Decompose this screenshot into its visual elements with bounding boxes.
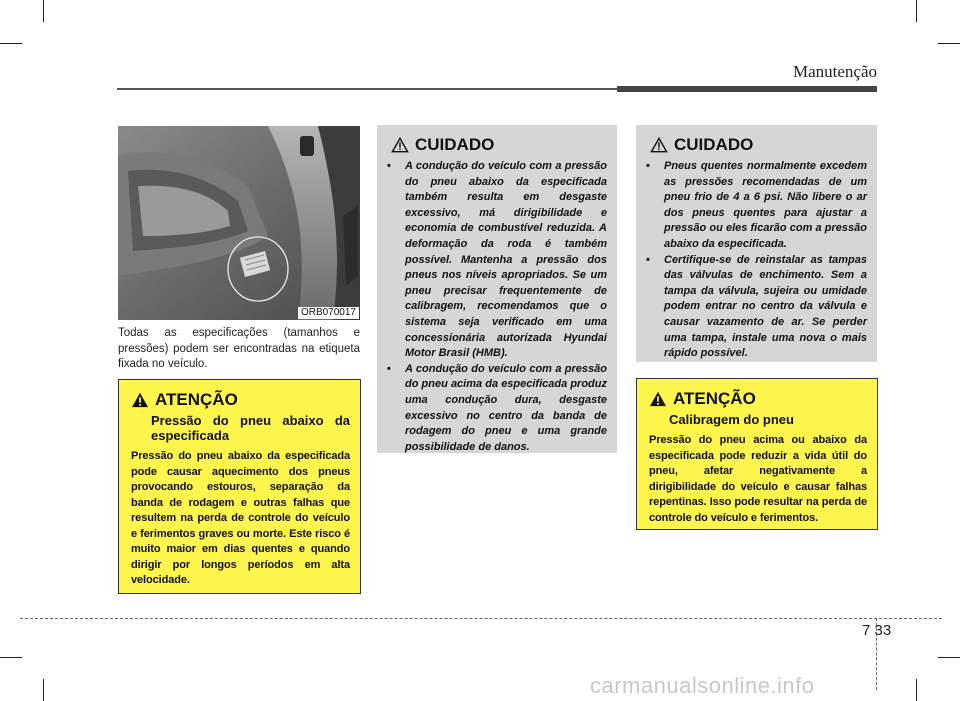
caution-heading [379,135,607,155]
caution-item: • Certifique-se de reinstalar as tampas das válvulas de enchimento. Sem a tampa da válvula, sujeira ou umidade podem entrar no centro da válvula e causar vazamento de ar. Se perder uma tampa, instale uma nova o mais rápido possível. [646,253,867,360]
caution-item: • A condução do veículo com a pressão do pneu abaixo da especificada também resulta em desgaste excessivo, má dirigibilidade e economia de combustível reduzida. A deformação da roda é também possível. Mantenha a pressão dos pneus nos níveis apropriados. Se um pneu precisar frequentemente de calibragem, recomendamos que o sistema seja verificado em uma concessionária autorizada Hyundai Motor Brasil (HMB). [387,160,607,360]
body-paragraph: Todas as especificações (tamanhos e pressões) podem ser encontradas na etiqueta fixada no veículo. [118,327,360,370]
warning-title: ATENÇÃO [673,389,756,408]
caution-triangle-icon [391,137,409,153]
caution-heading [638,135,867,155]
crop-mark [938,657,960,658]
caution-title: CUIDADO [415,135,495,154]
crop-mark [43,679,44,701]
caution-item-text: A condução do veículo com a pressão do pneu acima da especificada produz uma condução dura, desgaste excessivo no centro da banda de rodagem do pneu e uma grande possibilidade de danos. [405,362,607,453]
caution-item: • A condução do veículo com a pressão do pneu acima da especificada produz uma condução dura, desgaste excessivo no centro da banda de rodagem do pneu e uma grande possibilidade de danos. [387,362,607,453]
warning-triangle-icon [649,391,667,407]
warning-subtitle: Pressão do pneu abaixo da especificada [151,413,350,443]
caution-item-text: Pneus quentes normalmente excedem as pressões recomendadas de um pneu frio de 4 a 6 psi. Não libere o ar dos pneus quentes para ajustar a pressão ou eles ficarão com a pressão abaixo da especificada. [664,160,867,250]
warning-text: Pressão do pneu acima ou abaixo da especificada pode reduzir a vida útil do pneu, afetar negativamente a dirigibilidade do veículo e causar falhas repentinas. Isso pode resultar na perda de controle do veículo e ferimentos. [649,434,867,524]
header-accent-bar [617,86,877,92]
caution-item: • Pneus quentes normalmente excedem as pressões recomendadas de um pneu frio de 4 a 6 psi. Não libere o ar dos pneus quentes para ajustar a pressão ou eles ficarão com a pressão abaixo da especificada. [646,160,867,250]
crop-mark [916,679,917,701]
caution-item-text: A condução do veículo com a pressão do pneu abaixo da especificada também resulta em desgaste excessivo, má dirigibilidade e economia de combustível reduzida. A deformação da roda é também possível. Mantenha a pressão dos pneus nos níveis apropriados. Se um pneu precisar frequentemente de calibragem, recomendamos que o sistema seja verificado em uma concessionária autorizada Hyundai Motor Brasil (HMB). [405,160,607,360]
warning-box-underinflation [118,379,361,594]
section-title: Manutenção [792,62,877,81]
crop-mark [43,0,44,22]
crop-mark [0,43,22,44]
footer-dashed-rule [20,618,942,619]
caution-item-text: Certifique-se de reinstalar as tampas das válvulas de enchimento. Sem a tampa da válvula, sujeira ou umidade podem entrar no centro da válvula e causar vazamento de ar. Se perder uma tampa, instale uma nova o mais rápido possível. [664,253,867,360]
warning-heading [649,389,867,409]
caution-box-hot-tires [636,125,877,362]
warning-box-calibration [636,378,878,530]
caution-title: CUIDADO [674,135,754,154]
door-label-photo [118,126,360,320]
car-door-illustration [118,126,360,320]
crop-mark [938,43,960,44]
crop-mark [0,657,22,658]
image-code: ORB070017 [298,307,359,319]
warning-heading [131,390,350,410]
page-number: 7 33 [862,622,892,639]
warning-triangle-icon [131,392,149,408]
warning-text: Pressão do pneu abaixo da especificada pode causar aquecimento dos pneus provocando estouros, separação da banda de rodagem e outras falhas que resultem na perda de controle do veículo e ferimentos graves ou morte. Este risco é muito maior em dias quentes e quando dirigir por longos períodos em alta velocidade. [131,450,350,586]
warning-subtitle: Calibragem do pneu [669,412,794,427]
watermark: carmanualsonline.info [590,673,815,698]
caution-triangle-icon [650,137,668,153]
crop-mark [916,0,917,22]
caution-box-pressure [377,125,617,453]
warning-title: ATENÇÃO [155,390,238,409]
